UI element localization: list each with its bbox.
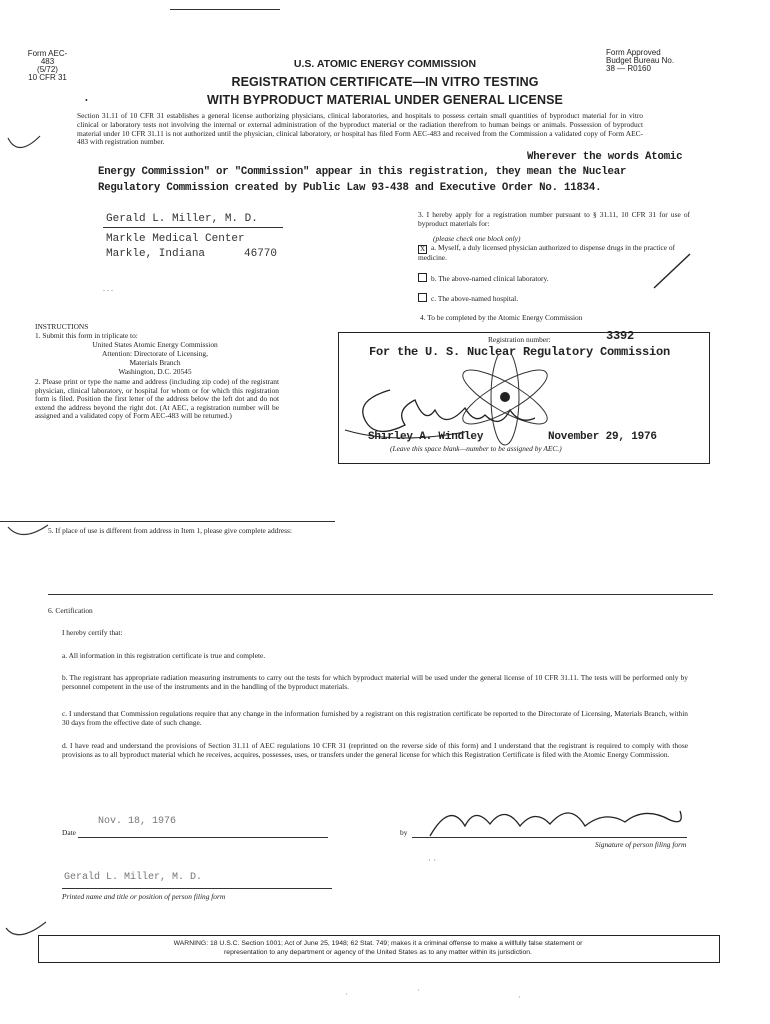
address-line4: Washington, D.C. 20545 bbox=[118, 367, 192, 376]
speck-2: · bbox=[417, 986, 420, 995]
option-c-label: c. The above-named hospital. bbox=[431, 294, 519, 303]
option-b-checkbox[interactable] bbox=[418, 273, 427, 282]
by-label: by bbox=[400, 828, 408, 837]
warning-line1: WARNING: 18 U.S.C. Section 1001; Act of June 25, 1948; 62 Stat. 749; makes it a criminal offense to make a willfully false statement or bbox=[173, 940, 583, 947]
item6-a: a. All information in this registration certificate is true and complete. bbox=[62, 651, 266, 660]
item6-label: 6. Certification bbox=[48, 606, 93, 615]
signature-caption: Signature of person filing form bbox=[595, 840, 687, 849]
form-title-line1: REGISTRATION CERTIFICATE—IN VITRO TESTING bbox=[231, 75, 539, 89]
approval-line3: 38 — R0160 bbox=[606, 64, 651, 73]
instruction-1: 1. Submit this form in triplicate to: bbox=[35, 331, 138, 340]
pen-stroke-icon bbox=[650, 248, 695, 293]
divider-6 bbox=[48, 594, 713, 595]
item4-label: 4. To be completed by the Atomic Energy Commission bbox=[420, 313, 583, 322]
registrant-org: Markle Medical Center bbox=[106, 233, 245, 245]
printed-name-line bbox=[62, 888, 332, 889]
scan-edge-line bbox=[170, 9, 280, 10]
reg-number-label: Registration number: bbox=[488, 335, 551, 344]
reg-number: 3392 bbox=[606, 329, 635, 343]
option-a-checkbox[interactable]: X bbox=[419, 245, 426, 253]
address-line3: Materials Branch bbox=[129, 358, 181, 367]
approval-line1: Form Approved bbox=[606, 48, 661, 57]
address-line2: Attention: Directorate of Licensing, bbox=[102, 349, 208, 358]
item6-b: b. The registrant has appropriate radiation measuring instruments to carry out the tests for which byproduct material will be used under the general license of 10 CFR 31.11. The tests will be performed only by personnel competent in the use of the instruments and in the handling of the byproduct materials. bbox=[62, 673, 688, 691]
item6-intro: I hereby certify that: bbox=[62, 628, 123, 637]
registrant-city: Markle, Indiana bbox=[106, 248, 206, 260]
registrant-zip: 46770 bbox=[244, 248, 278, 260]
name-underline bbox=[103, 227, 283, 228]
speck-1: · bbox=[345, 990, 348, 999]
item5-text: 5. If place of use is different from address in Item 1, please give complete address: bbox=[48, 526, 292, 535]
stamp-line3: Regulatory Commission created by Public Law 93-438 and Executive Order No. 11834. bbox=[98, 182, 602, 194]
approval-line2: Budget Bureau No. bbox=[606, 56, 675, 65]
option-b bbox=[418, 273, 549, 284]
date-value: Nov. 18, 1976 bbox=[98, 816, 177, 827]
margin-mark-icon-2 bbox=[2, 515, 52, 545]
address-line1: United States Atomic Energy Commission bbox=[92, 340, 218, 349]
registrant-name: Gerald L. Miller, M. D. bbox=[106, 213, 258, 225]
form-number: Form AEC-483 bbox=[27, 49, 68, 66]
issue-date: November 29, 1976 bbox=[548, 431, 657, 443]
left-dot: . . . bbox=[103, 284, 113, 293]
instruction-2: 2. Please print or type the name and address (including zip code) of the registrant physician, clinical laboratory, or hospital for whom or for which this registration form is filed. Position the first letter of the address below the left dot and do not extend the address beyond the right dot. (At AEC, a registration number will be assigned and a validated copy of Form AEC-483 will be returned.) bbox=[35, 377, 279, 421]
option-a-label: a. Myself, a duly licensed physician authorized to dispense drugs in the practice of medicine. bbox=[418, 243, 676, 262]
option-c-checkbox[interactable] bbox=[418, 293, 427, 302]
option-c bbox=[418, 293, 518, 304]
date-line bbox=[78, 837, 328, 838]
agency-name: U.S. ATOMIC ENERGY COMMISSION bbox=[293, 58, 477, 70]
warning-text bbox=[58, 939, 698, 957]
official-name: Shirley A. Windley bbox=[368, 431, 484, 443]
speck-3: · bbox=[518, 993, 521, 1002]
nrc-stamp: For the U. S. Nuclear Regulatory Commission bbox=[369, 345, 671, 359]
form-title-line2: WITH BYPRODUCT MATERIAL UNDER GENERAL LICENSE bbox=[207, 93, 563, 107]
warning-line2: representation to any department or agency of the United States as to any matter within its jurisdiction. bbox=[224, 949, 532, 956]
item3-text: 3. I hereby apply for a registration number pursuant to § 31.11, 10 CFR 31 for use of byproduct materials for: bbox=[418, 210, 690, 228]
item6-c: c. I understand that Commission regulations require that any change in the information furnished by a registrant on this registration certificate be reported to the Directorate of Licensing, Materials Branch, within 30 days from the effective date of such change. bbox=[62, 709, 688, 727]
item3-note: (please check one block only) bbox=[433, 234, 521, 243]
printed-name: Gerald L. Miller, M. D. bbox=[64, 872, 203, 883]
date-label: Date bbox=[62, 828, 76, 837]
reg-footnote: (Leave this space blank—number to be assigned by AEC.) bbox=[390, 444, 562, 453]
registrant-signature-icon bbox=[420, 796, 700, 844]
stamp-line1: Wherever the words Atomic bbox=[527, 151, 683, 163]
form-cfr: 10 CFR 31 bbox=[28, 73, 67, 82]
section-text: Section 31.11 of 10 CFR 31 establishes a general license authorizing physicians, clinical laboratories, and hospitals to possess certain small quantities of byproduct material for in vitro clinical or laboratory tests not involving the internal or external administration of the byproduct material or the radiation therefrom to human beings or animals. Possession of byproduct material under 10 CFR 31.11 is not authorized until the physician, clinical laboratory, or hospital has filed Form AEC-483 and received from the Commission a validated copy of Form AEC-483 with registration number. bbox=[77, 111, 643, 147]
instructions-heading: INSTRUCTIONS bbox=[35, 322, 89, 331]
sig-marks: · · bbox=[428, 855, 437, 865]
item6-d: d. I have read and understand the provisions of Section 31.11 of AEC regulations 10 CFR 31 (reprinted on the reverse side of this form) and I understand that the registrant is required to comply with those provisions as to all byproduct material which he receives, acquires, possesses, uses, or transfers under the general license for which this Registration Certificate is filed with the Atomic Energy Commission. bbox=[62, 741, 688, 759]
printed-caption: Printed name and title or position of person filing form bbox=[62, 892, 226, 901]
stamp-line2: Energy Commission" or "Commission" appear in this registration, they mean the Nuclear bbox=[98, 166, 627, 178]
form-date: (5/72) bbox=[37, 65, 58, 74]
option-b-label: b. The above-named clinical laboratory. bbox=[431, 274, 549, 283]
bullet-dot: • bbox=[85, 96, 88, 105]
margin-mark-icon bbox=[2, 128, 47, 158]
